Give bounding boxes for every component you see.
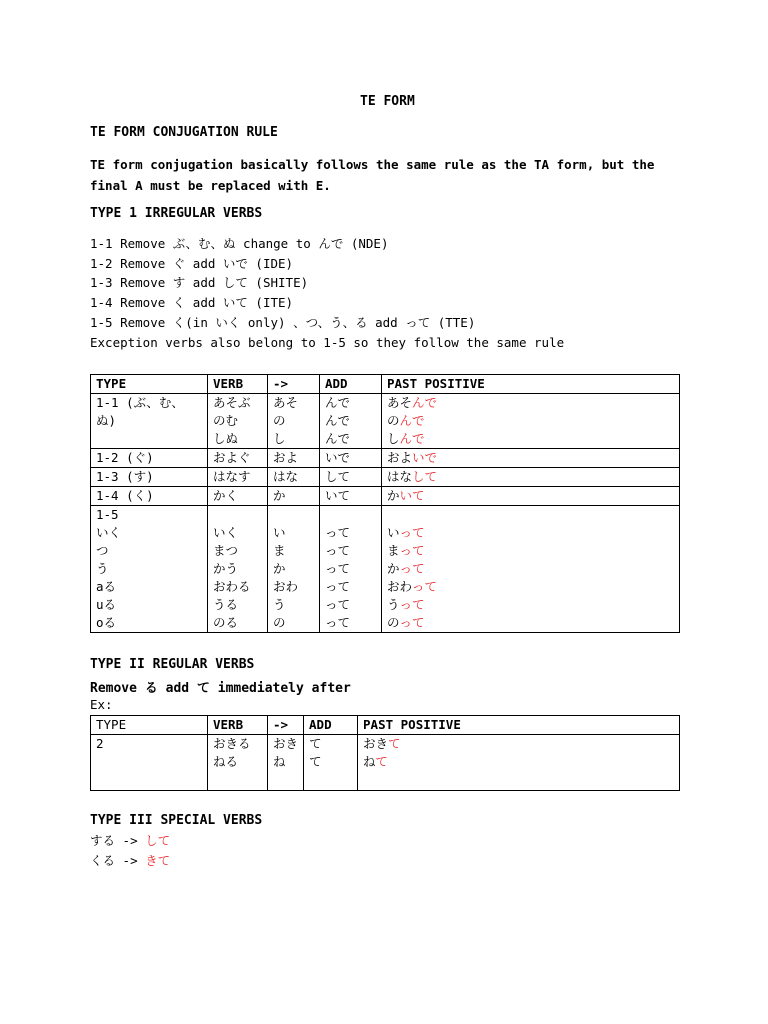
rule-text: TE form conjugation basically follows the same rule as the TA form, but the final A must be replaced with E. xyxy=(90,157,655,193)
header-add: ADD xyxy=(320,375,382,394)
past-stem: ね xyxy=(363,754,376,769)
type3-result: して xyxy=(145,833,171,848)
cell-type xyxy=(91,394,208,449)
page-title: TE FORM xyxy=(360,94,415,109)
type-line: 1-1 (ぶ、む、 xyxy=(96,395,184,410)
cell-verb xyxy=(208,468,268,487)
type-line: 1-4 (く) xyxy=(96,488,154,503)
past-ending: って xyxy=(399,543,425,558)
type1-rule-1: 1-1 Remove ぶ、む、ぬ change to んで (NDE) xyxy=(90,236,389,251)
past-stem: はな xyxy=(387,469,413,484)
cell-add xyxy=(320,449,382,468)
cell-stem xyxy=(268,487,320,506)
cell-past-positive xyxy=(382,468,680,487)
past-positive-line xyxy=(387,542,674,560)
verb-text: ねる xyxy=(213,754,239,769)
past-ending: って xyxy=(399,597,425,612)
stem-text: ね xyxy=(273,754,286,769)
past-ending: んで xyxy=(412,395,438,410)
cell-stem xyxy=(268,506,320,633)
add-line: って xyxy=(325,525,351,540)
cell-stem xyxy=(268,449,320,468)
type2-heading: TYPE II REGULAR VERBS xyxy=(90,657,255,672)
table-row xyxy=(91,468,680,487)
stem-text: おき xyxy=(273,736,299,751)
past-positive-line xyxy=(387,468,674,486)
type-line: いく xyxy=(96,525,122,540)
type-line: ぬ) xyxy=(96,413,117,428)
type-line: つ xyxy=(96,543,109,558)
stem-line: か xyxy=(273,488,286,503)
past-stem: し xyxy=(387,431,400,446)
cell-stem xyxy=(268,468,320,487)
type1-heading: TYPE 1 IRREGULAR VERBS xyxy=(90,206,263,221)
type3-heading: TYPE III SPECIAL VERBS xyxy=(90,813,263,828)
cell-past-positive xyxy=(358,735,680,791)
type3-arrow: -> xyxy=(115,853,146,868)
verb-line: まつ xyxy=(213,543,239,558)
table-header-row xyxy=(91,716,680,735)
cell-past-positive xyxy=(382,449,680,468)
type-line: oる xyxy=(96,615,117,630)
type-line: う xyxy=(96,561,109,576)
type1-rule-5: 1-5 Remove く(in いく only) 、つ、う、る add って (TTE) xyxy=(90,315,476,330)
past-stem: おわ xyxy=(387,579,412,594)
stem-line: はな xyxy=(273,469,299,484)
table-row xyxy=(91,449,680,468)
past-ending: いで xyxy=(412,450,438,465)
past-stem: おき xyxy=(363,736,389,751)
type-line: 1-2 (ぐ) xyxy=(96,450,154,465)
cell-type: 2 xyxy=(91,735,208,791)
past-ending: て xyxy=(388,736,401,751)
verb-line: のむ xyxy=(213,413,239,428)
past-ending: って xyxy=(411,579,437,594)
cell-stem xyxy=(268,735,304,791)
add-line xyxy=(325,506,376,524)
past-stem: の xyxy=(387,615,400,630)
rule-heading: TE FORM CONJUGATION RULE xyxy=(90,125,278,140)
past-ending: んで xyxy=(399,431,425,446)
add-line: して xyxy=(325,469,351,484)
past-stem: ま xyxy=(387,543,400,558)
stem-line: い xyxy=(273,525,286,540)
stem-line: の xyxy=(273,413,286,428)
past-ending: って xyxy=(399,615,425,630)
cell-type xyxy=(91,468,208,487)
cell-add xyxy=(320,487,382,506)
header-verb: VERB xyxy=(208,716,268,735)
verb-line xyxy=(213,506,262,524)
cell-past-positive xyxy=(382,506,680,633)
past-positive-line xyxy=(387,487,674,505)
cell-add xyxy=(304,735,358,791)
cell-past-positive xyxy=(382,394,680,449)
add-line: んで xyxy=(325,431,351,446)
stem-line: ま xyxy=(273,543,286,558)
past-stem: か xyxy=(387,561,400,576)
add-line: って xyxy=(325,561,351,576)
cell-verb xyxy=(208,735,268,791)
table-row xyxy=(91,394,680,449)
past-positive-line xyxy=(387,449,674,467)
cell-stem xyxy=(268,394,320,449)
past-ending: んで xyxy=(399,413,425,428)
verb-line: およぐ xyxy=(213,450,251,465)
add-text: て xyxy=(309,754,322,769)
type3-arrow: -> xyxy=(115,833,146,848)
stem-line: う xyxy=(273,597,286,612)
type-line: 1-5 xyxy=(96,507,119,522)
stem-line xyxy=(273,506,314,524)
add-line: んで xyxy=(325,413,351,428)
type2-rule: Remove る add て immediately after xyxy=(90,681,351,696)
type1-exception-note: Exception verbs also belong to 1-5 so they follow the same rule xyxy=(90,335,565,350)
past-stem: か xyxy=(387,488,400,503)
cell-type xyxy=(91,449,208,468)
cell-verb xyxy=(208,449,268,468)
type1-table xyxy=(90,374,680,633)
cell-verb xyxy=(208,394,268,449)
stem-line: およ xyxy=(273,450,299,465)
past-stem: あそ xyxy=(387,395,413,410)
stem-line: あそ xyxy=(273,395,299,410)
add-text: て xyxy=(309,736,322,751)
header-arrow: -> xyxy=(268,375,320,394)
past-positive-line xyxy=(387,578,674,596)
type3-item xyxy=(90,851,170,871)
add-line: って xyxy=(325,597,351,612)
cell-type xyxy=(91,506,208,633)
verb-line: おわる xyxy=(213,579,251,594)
verb-line: かう xyxy=(213,561,239,576)
cell-verb xyxy=(208,487,268,506)
past-text xyxy=(363,753,674,771)
verb-line: かく xyxy=(213,488,239,503)
past-stem: う xyxy=(387,597,400,612)
type1-rule-3: 1-3 Remove す add して (SHITE) xyxy=(90,275,309,290)
past-ending: いて xyxy=(399,488,425,503)
header-verb: VERB xyxy=(208,375,268,394)
past-stem: の xyxy=(387,413,400,428)
cell-past-positive xyxy=(382,487,680,506)
verb-line: あそぶ xyxy=(213,395,251,410)
type2-ex-label: Ex: xyxy=(90,697,113,712)
past-positive-line xyxy=(387,412,674,430)
table-row xyxy=(91,735,680,791)
add-line: んで xyxy=(325,395,351,410)
type1-rule-4: 1-4 Remove く add いて (ITE) xyxy=(90,295,294,310)
past-positive-line xyxy=(387,614,674,632)
past-positive-line xyxy=(387,506,674,524)
cell-verb xyxy=(208,506,268,633)
header-type: TYPE xyxy=(91,716,208,735)
add-line: って xyxy=(325,543,351,558)
stem-line: おわ xyxy=(273,579,299,594)
cell-add xyxy=(320,506,382,633)
table-header-row xyxy=(91,375,680,394)
stem-line: の xyxy=(273,615,286,630)
verb-text: おきる xyxy=(213,736,251,751)
add-line: って xyxy=(325,579,351,594)
stem-line: し xyxy=(273,431,286,446)
add-line: って xyxy=(325,615,351,630)
past-ending: して xyxy=(412,469,438,484)
add-line: いて xyxy=(325,488,351,503)
cell-add xyxy=(320,394,382,449)
type1-rule-2: 1-2 Remove ぐ add いで (IDE) xyxy=(90,256,294,271)
table-row xyxy=(91,487,680,506)
verb-line: いく xyxy=(213,525,239,540)
type-line: aる xyxy=(96,579,117,594)
past-ending: って xyxy=(399,525,425,540)
type3-verb: する xyxy=(90,833,116,848)
past-positive-line xyxy=(387,524,674,542)
header-arrow: -> xyxy=(268,716,304,735)
type-line: uる xyxy=(96,597,117,612)
past-ending: って xyxy=(399,561,425,576)
header-add: ADD xyxy=(304,716,358,735)
past-stem: い xyxy=(387,525,400,540)
past-positive-line xyxy=(387,596,674,614)
table-row xyxy=(91,506,680,633)
verb-line: のる xyxy=(213,615,239,630)
past-stem: およ xyxy=(387,450,413,465)
past-positive-line xyxy=(387,560,674,578)
type3-item xyxy=(90,831,170,851)
type-line: 1-3 (す) xyxy=(96,469,154,484)
verb-line: しぬ xyxy=(213,431,239,446)
verb-line: うる xyxy=(213,597,239,612)
verb-line: はなす xyxy=(213,469,251,484)
header-past-positive: PAST POSITIVE xyxy=(358,716,680,735)
type3-verb: くる xyxy=(90,853,116,868)
past-positive-line xyxy=(387,394,674,412)
add-line: いで xyxy=(325,450,351,465)
stem-line: か xyxy=(273,561,286,576)
past-ending: て xyxy=(375,754,388,769)
type2-table xyxy=(90,715,680,791)
header-past-positive: PAST POSITIVE xyxy=(382,375,680,394)
past-positive-line xyxy=(387,430,674,448)
past-text xyxy=(363,735,674,753)
cell-type xyxy=(91,487,208,506)
cell-add xyxy=(320,468,382,487)
header-type: TYPE xyxy=(91,375,208,394)
type3-result: きて xyxy=(145,853,171,868)
